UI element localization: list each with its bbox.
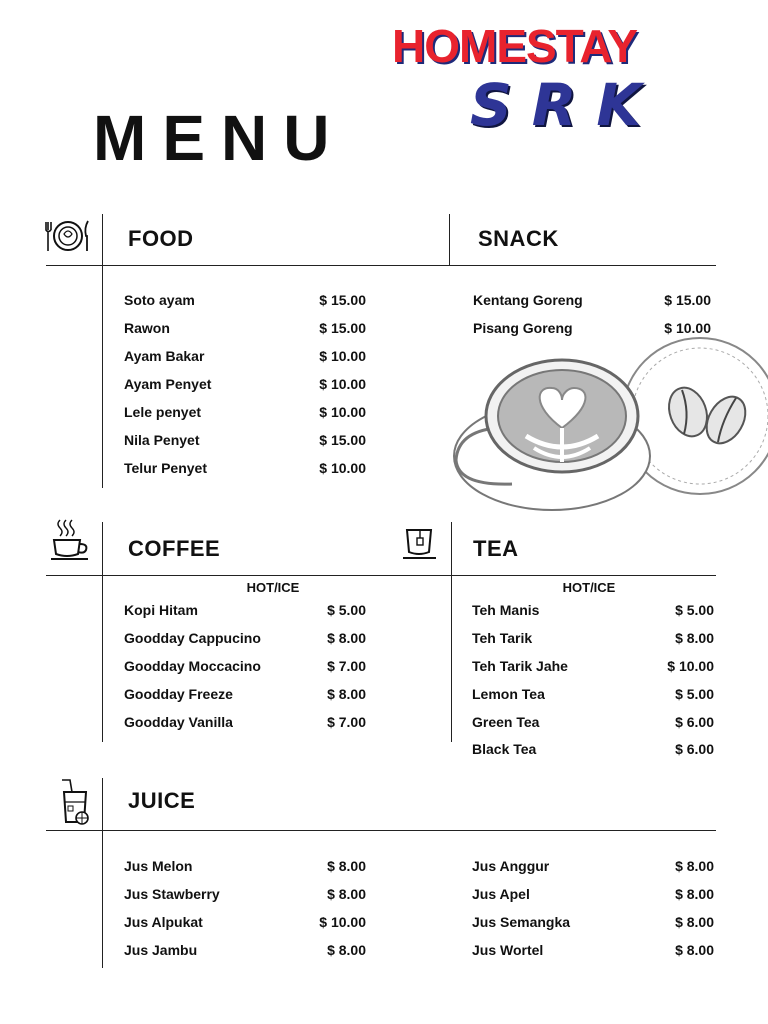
menu-item-name: Nila Penyet (124, 432, 200, 448)
menu-item-price: $ 6.00 (675, 714, 714, 730)
menu-item-price: $ 10.00 (664, 320, 711, 336)
menu-item-name: Soto ayam (124, 292, 195, 308)
menu-item-price: $ 15.00 (319, 292, 366, 308)
menu-item-name: Jus Jambu (124, 942, 198, 958)
menu-item-price: $ 10.00 (319, 404, 366, 420)
menu-item-price: $ 8.00 (675, 914, 714, 930)
menu-item-price: $ 8.00 (675, 630, 714, 646)
coffee-hot-ice-note: HOT/ICE (246, 580, 300, 595)
menu-item-price: $ 6.00 (675, 741, 714, 757)
menu-item-name: Goodday Vanilla (124, 714, 233, 730)
menu-item-name: Rawon (124, 320, 170, 336)
menu-item-name: Jus Alpukat (124, 914, 203, 930)
menu-item-name: Lemon Tea (472, 686, 545, 702)
tea-title: TEA (473, 536, 519, 561)
menu-item-price: $ 10.00 (319, 460, 366, 476)
food-title: FOOD (128, 226, 194, 251)
menu-item-name: Kentang Goreng (473, 292, 583, 308)
menu-item-name: Goodday Moccacino (124, 658, 261, 674)
brand-srk: SRK (470, 71, 662, 139)
menu-item-price: $ 15.00 (664, 292, 711, 308)
menu-item-name: Pisang Goreng (473, 320, 573, 336)
tea-hot-ice-note: HOT/ICE (562, 580, 616, 595)
page-title: MENU (93, 102, 346, 174)
menu-item-name: Goodday Cappucino (124, 630, 261, 646)
menu-item-price: $ 10.00 (319, 348, 366, 364)
menu-item-price: $ 8.00 (675, 858, 714, 874)
menu-item-name: Jus Melon (124, 858, 193, 874)
coffee-divider-vertical (102, 522, 103, 742)
menu-item-name: Jus Stawberry (124, 886, 220, 902)
menu-item-price: $ 10.00 (319, 914, 366, 930)
menu-item-name: Ayam Bakar (124, 348, 205, 364)
menu-item-price: $ 10.00 (319, 376, 366, 392)
menu-item-price: $ 5.00 (675, 686, 714, 702)
menu-item-price: $ 15.00 (319, 320, 366, 336)
menu-item-price: $ 10.00 (667, 658, 714, 674)
tea-divider-vertical (451, 522, 452, 742)
coffee-cup-icon (50, 518, 92, 562)
menu-item-price: $ 7.00 (327, 658, 366, 674)
snack-divider-vertical (449, 214, 450, 266)
menu-item-price: $ 8.00 (327, 630, 366, 646)
menu-item-price: $ 8.00 (327, 686, 366, 702)
menu-item-name: Jus Wortel (472, 942, 544, 958)
coffee-header-rule (46, 575, 716, 576)
menu-item-price: $ 5.00 (327, 602, 366, 618)
tea-cup-icon (402, 524, 438, 564)
menu-item-name: Lele penyet (124, 404, 202, 420)
menu-item-price: $ 15.00 (319, 432, 366, 448)
menu-item-price: $ 7.00 (327, 714, 366, 730)
latte-coffee-beans-illustration (452, 336, 768, 520)
menu-item-name: Jus Semangka (472, 914, 571, 930)
juice-divider-vertical (102, 778, 103, 968)
menu-item-name: Teh Tarik Jahe (472, 658, 568, 674)
menu-item-name: Kopi Hitam (124, 602, 198, 618)
menu-item-price: $ 8.00 (327, 942, 366, 958)
menu-item-name: Ayam Penyet (124, 376, 212, 392)
menu-item-name: Jus Anggur (472, 858, 550, 874)
juice-title: JUICE (128, 788, 196, 813)
plate-cutlery-icon (44, 218, 92, 254)
menu-item-name: Telur Penyet (124, 460, 207, 476)
menu-item-name: Goodday Freeze (124, 686, 233, 702)
food-divider-vertical (102, 214, 103, 488)
menu-item-name: Green Tea (472, 714, 540, 730)
food-header-rule (46, 265, 716, 266)
brand-homestay: HOMESTAY (392, 20, 638, 72)
juice-header-rule (46, 830, 716, 831)
menu-item-price: $ 8.00 (327, 858, 366, 874)
snack-title: SNACK (478, 226, 559, 251)
menu-item-name: Jus Apel (472, 886, 530, 902)
juice-glass-icon (56, 778, 92, 826)
menu-item-price: $ 8.00 (675, 942, 714, 958)
menu-item-price: $ 8.00 (675, 886, 714, 902)
menu-item-name: Black Tea (472, 741, 537, 757)
menu-item-price: $ 8.00 (327, 886, 366, 902)
menu-item-price: $ 5.00 (675, 602, 714, 618)
menu-item-name: Teh Manis (472, 602, 540, 618)
coffee-title: COFFEE (128, 536, 221, 561)
menu-item-name: Teh Tarik (472, 630, 533, 646)
